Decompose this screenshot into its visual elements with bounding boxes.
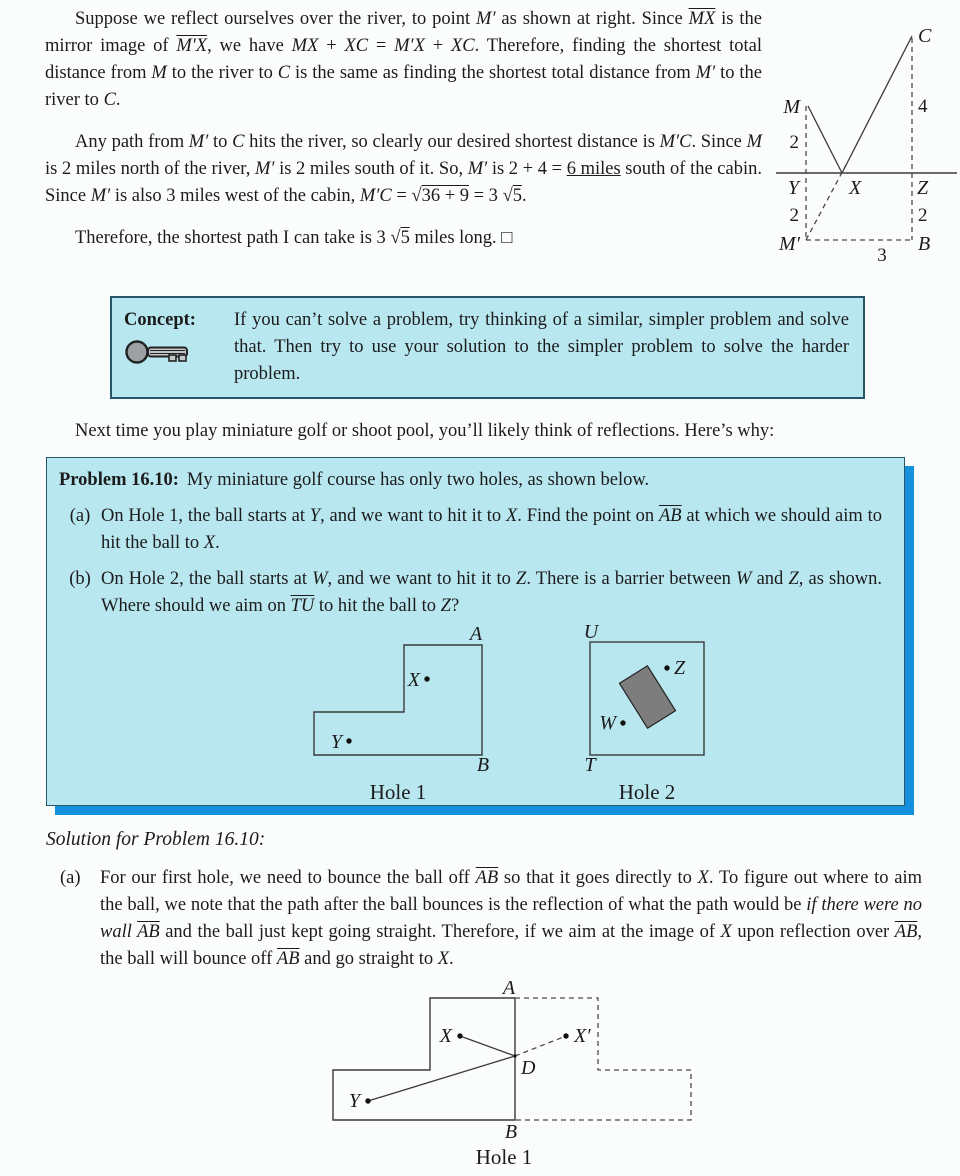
x-c-line — [842, 36, 912, 173]
hole1-reflection-svg — [316, 976, 716, 1176]
hole1-diagram — [297, 625, 501, 803]
d-to-xprime-dashed-line — [515, 1036, 566, 1056]
y-to-d-line — [368, 1056, 515, 1101]
point-label-d: D — [521, 1057, 536, 1079]
hole-figures-row — [59, 625, 888, 803]
problem-intro-text: My miniature golf course has only two holes, as shown below. — [186, 470, 650, 490]
distance-label-mprime-b: 3 — [877, 245, 887, 266]
x-to-d-line — [460, 1036, 515, 1056]
point-label-x: X — [439, 1025, 452, 1047]
hole2-caption: Hole 2 — [618, 780, 676, 803]
list-marker-a: (a) — [69, 506, 91, 526]
problem-title — [59, 467, 888, 494]
corner-label-b: B — [504, 1121, 518, 1143]
point-label-c: C — [918, 25, 932, 47]
paragraph-shortest-distance: Any path from M′ to C hits the river, so clearly our desired shortest distance is M′C. Since M is 2 miles north of the river, M′ is 2 miles south of it. So, M′ is 2 + 4 = 6 miles south of the cabin. Since M′ is also 3 miles west of the cabin, M′C = √36 + 9 = 3 √5. — [45, 132, 762, 206]
key-bow — [127, 342, 148, 363]
solution-part-a — [60, 865, 922, 973]
river-reflection-diagram — [763, 8, 960, 266]
key-tooth — [179, 355, 186, 361]
problem-number-label: Problem 16.10: — [59, 470, 179, 490]
point-y-dot — [365, 1098, 370, 1103]
point-z-dot — [664, 665, 669, 670]
concept-side — [124, 307, 220, 388]
problem-part-a — [59, 503, 888, 557]
hole2-diagram — [572, 625, 722, 803]
point-label-b: B — [918, 233, 931, 255]
distance-label-m-y: 2 — [789, 132, 799, 153]
mprime-x-dashed-line — [806, 165, 846, 240]
point-x-dot — [424, 676, 429, 681]
point-x-dot — [457, 1033, 462, 1038]
hole1-caption: Hole 1 — [475, 1145, 533, 1169]
hole1-reflection-figure — [0, 976, 960, 1176]
problem-part-a-text: On Hole 1, the ball starts at Y, and we want to hit it to X. Find the point on $\overline{AB}$ at which we should aim to hit the ball to X. — [101, 506, 882, 553]
paragraph-reflection: Suppose we reflect ourselves over the river, to point M′ as shown at right. Since $\overline{MX}$ is the mirror image of M′X, we have MX + XC = M′X + XC. Therefore, finding the shortest total distance from M to the river to C is the same as finding the shortest total distance from M′ to the river to C. — [45, 9, 762, 110]
hole1-caption: Hole 1 — [369, 780, 427, 803]
corner-label-t: T — [584, 754, 596, 776]
distance-label-c-z: 4 — [918, 96, 928, 117]
distance-label-z-b: 2 — [918, 205, 928, 226]
point-label-z: Z — [674, 657, 686, 679]
problem-part-b-text: On Hole 2, the ball starts at W, and we want to hit it to Z. There is a barrier between W and Z, as shown. Where should we aim on $\overline{TU}$ to hit the ball to Z? — [101, 569, 882, 616]
point-label-xprime: X′ — [574, 1025, 591, 1047]
reflected-hole1-dashed-outline — [515, 998, 691, 1120]
point-y-dot — [346, 738, 351, 743]
solution-part-a-text: For our first hole, we need to bounce the ball off $\overline{AB}$ so that it goes directly to X. To figure out where to aim the ball, we note that the path after the ball bounces is the reflection of what the path would be if there were no wall $\overline{AB}$ and the ball just kept going straight. Therefore, if we aim at the image of X upon reflection over $\overline{AB}$, the ball will bounce off $\overline{AB}$ and go straight to X. — [100, 868, 923, 969]
corner-label-a: A — [502, 977, 516, 999]
barrier — [619, 666, 675, 728]
problem-part-b — [59, 566, 888, 620]
point-label-w: W — [599, 712, 616, 734]
point-xprime-dot — [563, 1033, 568, 1038]
paragraph-conclusion: Therefore, the shortest path I can take is 3 √5 miles long. □ — [75, 228, 513, 248]
point-label-y: Y — [348, 1090, 360, 1112]
distance-label-y-mprime: 2 — [789, 205, 799, 226]
point-label-m: M — [783, 96, 800, 118]
point-d-dot — [513, 1054, 516, 1057]
point-w-dot — [620, 720, 625, 725]
point-label-y: Y — [330, 731, 342, 753]
point-label-x: X — [849, 177, 862, 199]
key-icon — [124, 337, 194, 367]
point-label-z: Z — [917, 177, 929, 199]
concept-box — [110, 296, 865, 399]
list-marker-b: (b) — [69, 569, 91, 589]
concept-label: Concept: — [124, 310, 196, 330]
corner-label-a: A — [469, 625, 483, 645]
point-label-y: Y — [787, 177, 799, 199]
problem-box — [46, 457, 905, 806]
corner-label-b: B — [476, 754, 490, 776]
list-marker-a: (a) — [60, 868, 81, 888]
point-label-mprime: M′ — [778, 233, 800, 255]
point-label-x: X — [407, 669, 420, 691]
river-diagram-svg — [763, 8, 960, 266]
transition-paragraph: Next time you play miniature golf or shoot pool, you’ll likely think of reflections. Here’s why: — [75, 421, 775, 441]
key-tooth — [169, 355, 176, 361]
reflection-explanation-section — [0, 6, 960, 272]
corner-label-u: U — [583, 625, 599, 643]
m-x-line — [808, 106, 842, 173]
concept-text: If you can’t solve a problem, try thinking of a similar, simpler problem and solve that. Then try to use your solution to the simpler problem to solve the harder problem. — [234, 310, 849, 384]
hole1-outline — [333, 998, 515, 1120]
solution-heading: Solution for Problem 16.10: — [46, 829, 266, 850]
